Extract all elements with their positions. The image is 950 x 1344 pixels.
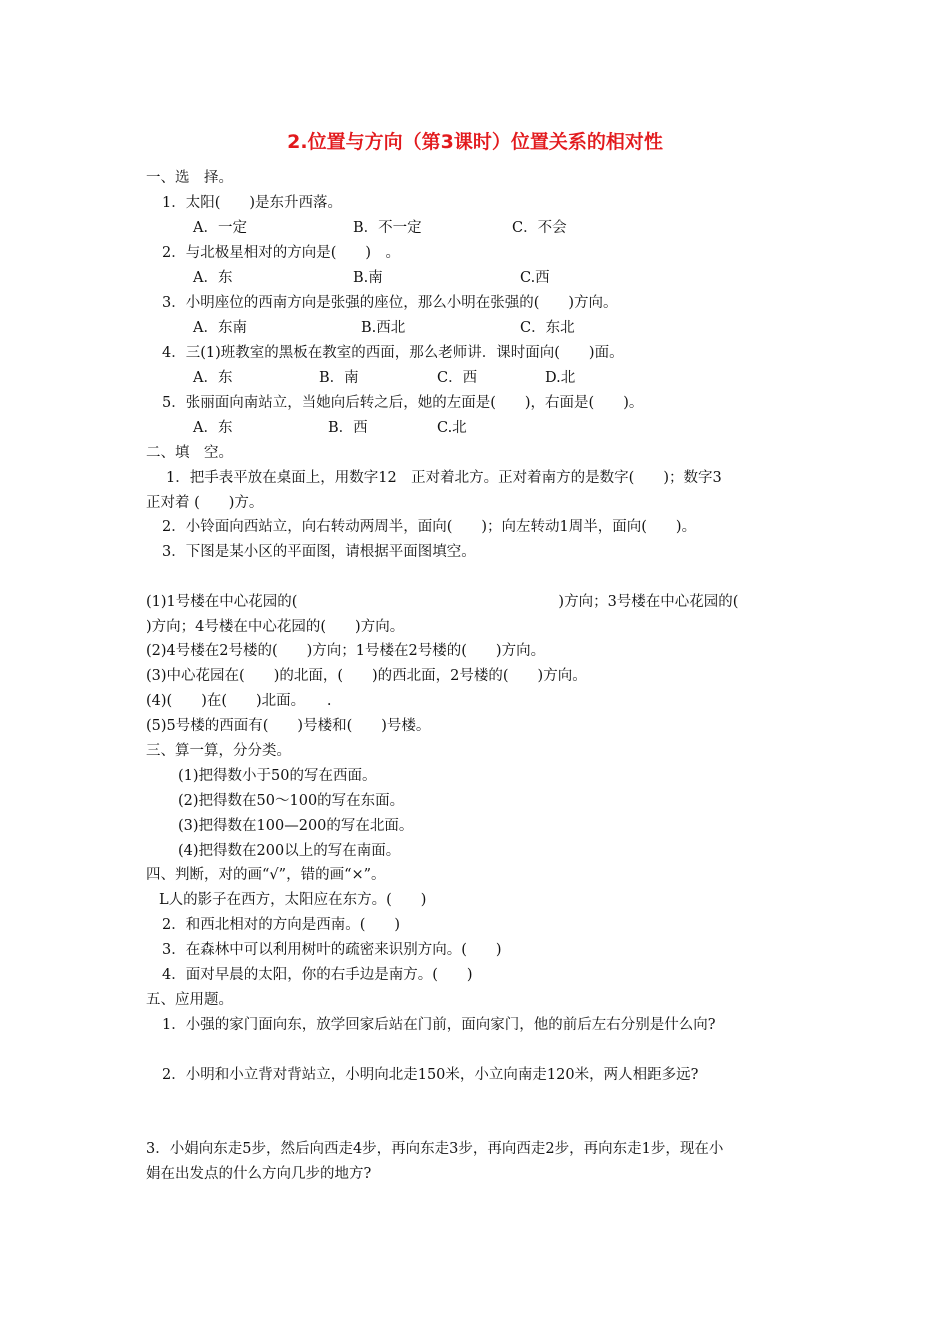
s5-question-3-line-2: 娟在出发点的什么方向几步的地方? — [146, 1166, 372, 1182]
s1-q5-option-a: A．东 — [193, 420, 233, 436]
s3-item-4: (4)把得数在200以上的写在南面。 — [178, 843, 401, 859]
s4-question-3: 3．在森林中可以利用树叶的疏密来识别方向。( ) — [162, 942, 502, 958]
s2-part-5: (5)5号楼的西面有( )号楼和( )号楼。 — [146, 718, 431, 734]
s4-question-1: L人的影子在西方，太阳应在东方。( ) — [159, 892, 427, 908]
s5-question-1: 1．小强的家门面向东，放学回家后站在门前，面向家门，他的前后左右分别是什么向? — [162, 1017, 716, 1033]
s1-q3-option-b: B.西北 — [361, 320, 406, 336]
s2-part-2: (2)4号楼在2号楼的( )方向；1号楼在2号楼的( )方向。 — [146, 643, 546, 659]
section-4-heading: 四、判断，对的画“√”，错的画“×”。 — [146, 867, 386, 883]
s3-item-2: (2)把得数在50～100的写在东面。 — [178, 793, 405, 809]
section-5-heading: 五、应用题。 — [146, 992, 233, 1008]
s1-q1-option-c: C．不会 — [512, 220, 567, 236]
s1-question-3: 3．小明座位的西南方向是张强的座位，那么小明在张强的( )方向。 — [162, 295, 618, 311]
s2-part-1-line-2: )方向；4号楼在中心花园的( )方向。 — [146, 619, 405, 635]
s2-question-3: 3．下图是某小区的平面图，请根据平面图填空。 — [162, 544, 476, 560]
s1-q3-option-a: A．东南 — [193, 320, 247, 336]
section-2-heading: 二、填 空。 — [146, 445, 233, 461]
s1-q3-option-c: C．东北 — [520, 320, 575, 336]
s1-q4-option-b: B．南 — [319, 370, 359, 386]
s4-question-2: 2．和西北相对的方向是西南。( ) — [162, 917, 401, 933]
s1-q1-option-a: A．一定 — [193, 220, 247, 236]
s1-q5-option-b: B．西 — [328, 420, 368, 436]
s2-part-4: (4)( )在( )北面。 . — [146, 693, 332, 709]
s2-part-3: (3)中心花园在( )的北面，( )的西北面，2号楼的( )方向。 — [146, 668, 587, 684]
s1-q4-option-a: A．东 — [193, 370, 233, 386]
s5-question-3-line-1: 3．小娟向东走5步，然后向西走4步，再向东走3步，再向西走2步，再向东走1步，现在小 — [146, 1141, 724, 1157]
s4-question-4: 4．面对早晨的太阳，你的右手边是南方。( ) — [162, 967, 473, 983]
s2-question-2: 2．小铃面向西站立，向右转动两周半，面向( )；向左转动1周半，面向( )。 — [162, 519, 697, 535]
s1-question-2: 2．与北极星相对的方向是( ) 。 — [162, 245, 401, 261]
s1-question-4: 4．三(1)班教室的黑板在教室的西面，那么老师讲．课时面向( )面。 — [162, 345, 624, 361]
s1-question-1: 1．太阳( )是东升西落。 — [162, 195, 343, 211]
s3-item-3: (3)把得数在100—200的写在北面。 — [178, 818, 414, 834]
s2-part-1-line-1: (1)1号楼在中心花园的( )方向；3号楼在中心花园的( — [146, 594, 739, 610]
s1-q2-option-c: C.西 — [520, 270, 550, 286]
s1-q4-option-d: D.北 — [545, 370, 576, 386]
s1-q5-option-c: C.北 — [437, 420, 467, 436]
s1-q2-option-a: A．东 — [193, 270, 233, 286]
section-1-heading: 一、选 择。 — [146, 170, 233, 186]
s1-question-5: 5．张丽面向南站立，当她向后转之后，她的左面是( )，右面是( )。 — [162, 395, 644, 411]
page-title: 2.位置与方向（第3课时）位置关系的相对性 — [287, 131, 663, 153]
s1-q2-option-b: B.南 — [353, 270, 383, 286]
s3-item-1: (1)把得数小于50的写在西面。 — [178, 768, 377, 784]
s2-question-1-line-1: 1．把手表平放在桌面上，用数字12 正对着北方。正对着南方的是数字( )；数字3 — [166, 470, 722, 486]
s5-question-2: 2．小明和小立背对背站立，小明向北走150米，小立向南走120米，两人相距多远? — [162, 1067, 699, 1083]
s2-question-1-line-2: 正对着 ( )方。 — [146, 495, 264, 511]
s1-q4-option-c: C．西 — [437, 370, 478, 386]
s1-q1-option-b: B．不一定 — [353, 220, 422, 236]
section-3-heading: 三、算一算，分分类。 — [146, 743, 291, 759]
